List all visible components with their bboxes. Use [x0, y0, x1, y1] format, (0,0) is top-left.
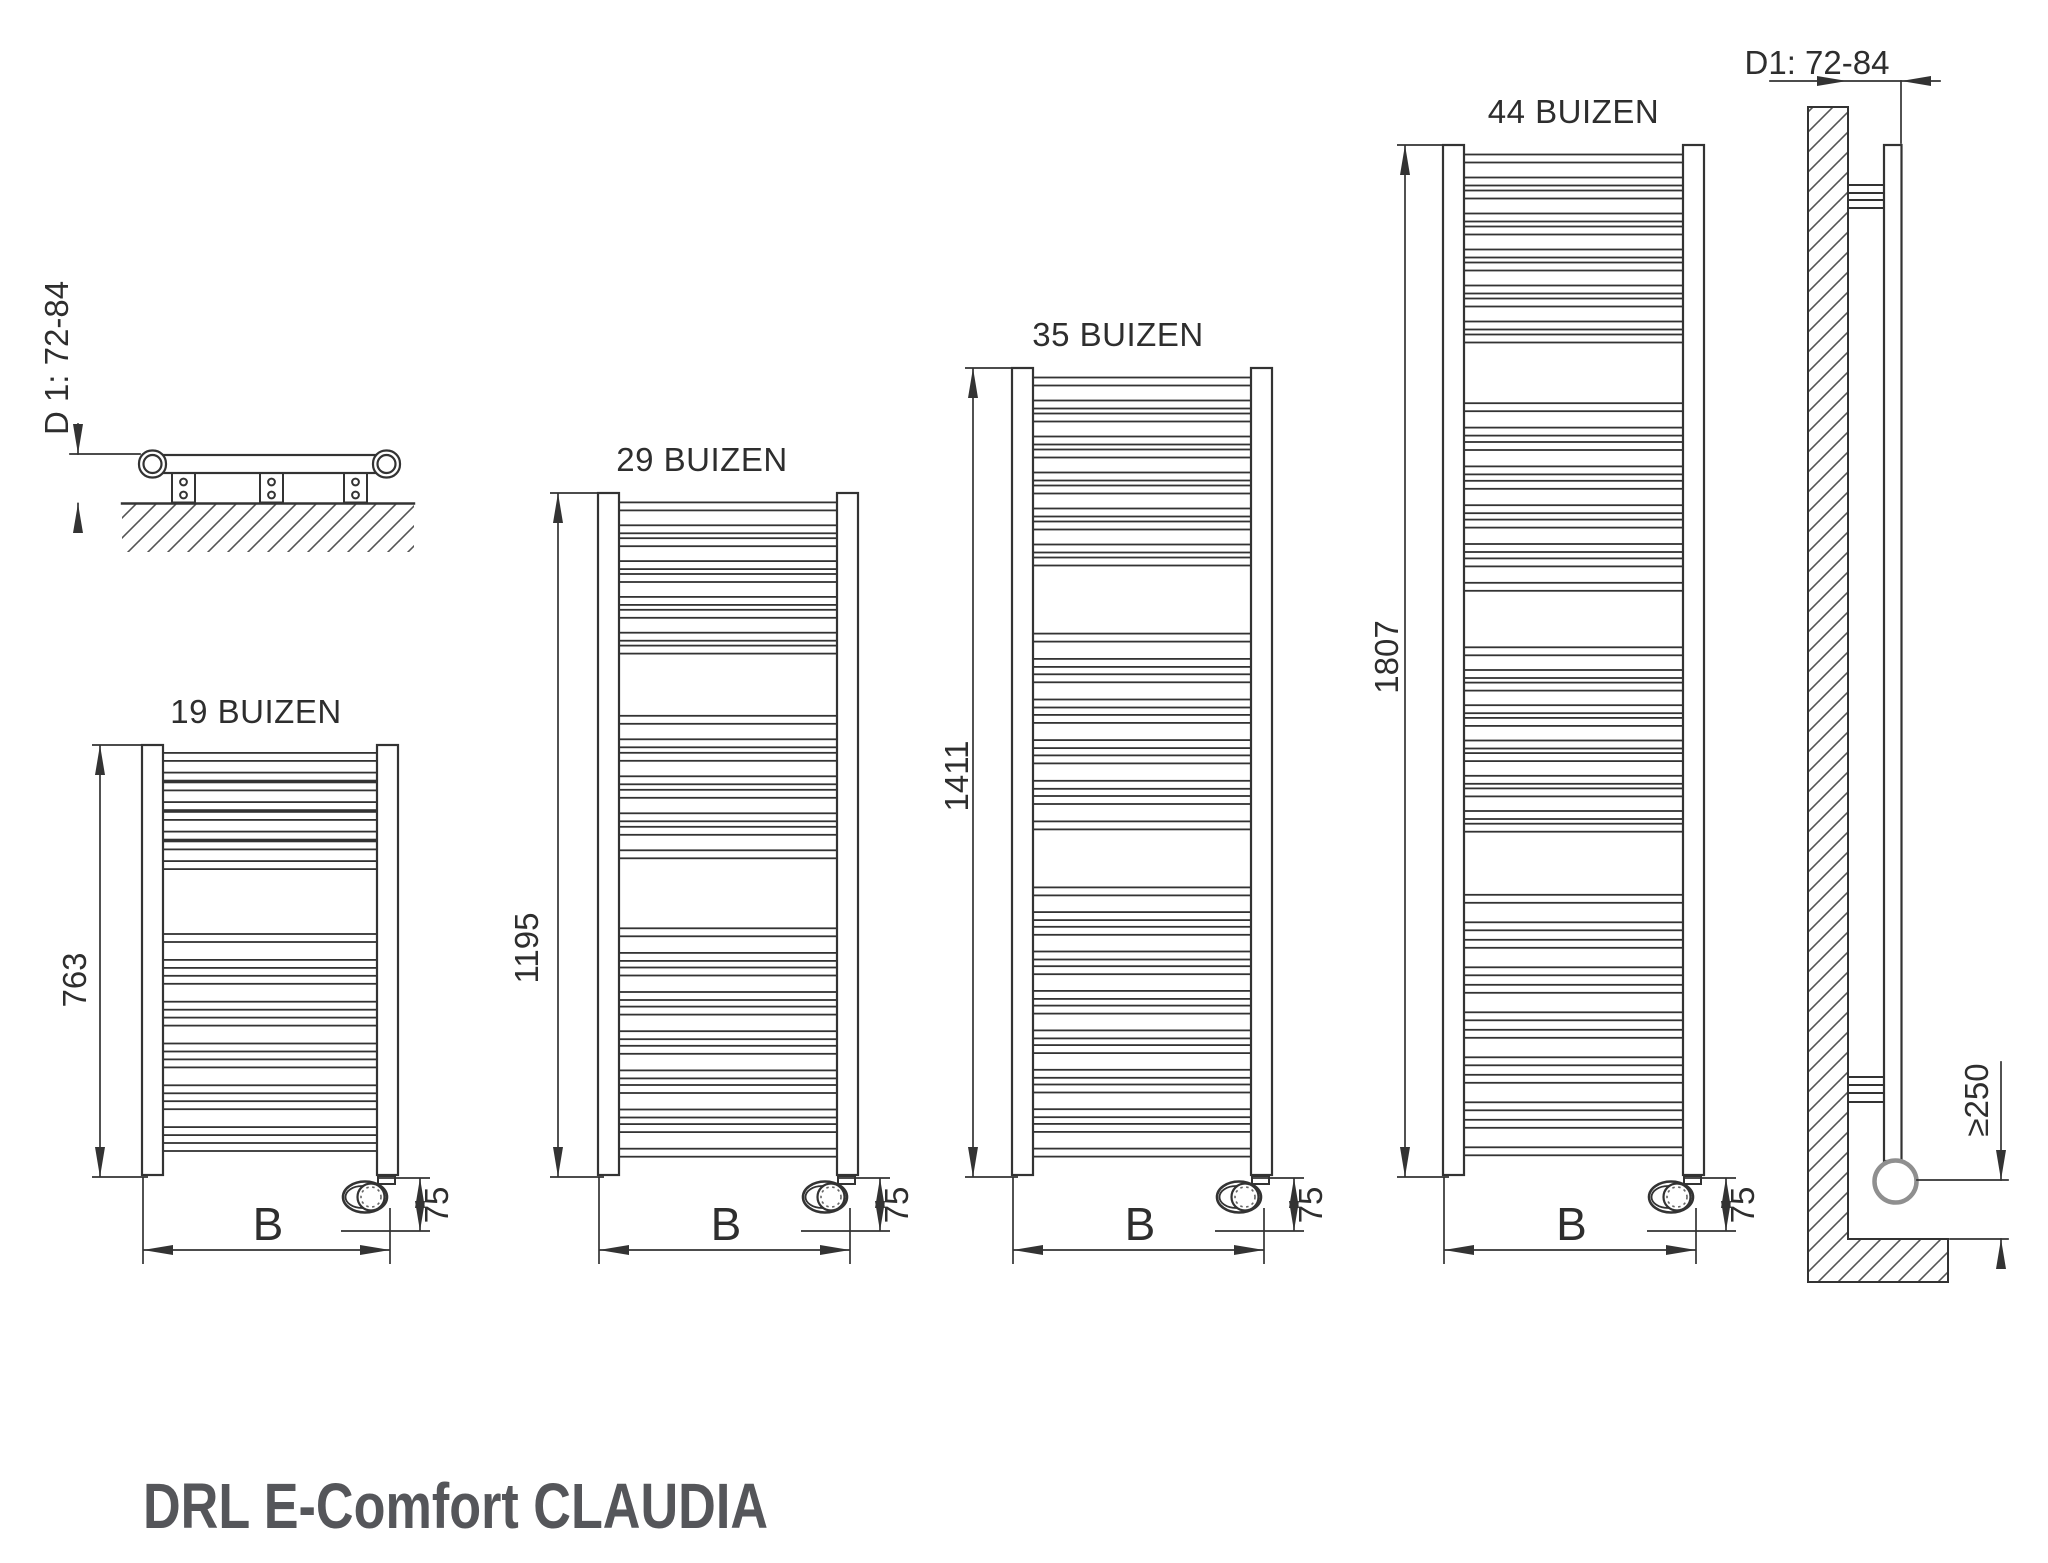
tube [1031, 781, 1253, 789]
mounting-brackets-top-view [172, 473, 367, 503]
radiator-top-profile [139, 451, 400, 478]
radiator-front-view-19 [56, 693, 455, 1264]
dimension-arrow [820, 1245, 850, 1255]
width-value: B [710, 1198, 742, 1250]
height-dimension [92, 745, 148, 1177]
dimension-arrow [1400, 1147, 1410, 1177]
tube [1031, 450, 1253, 458]
dimension-arrow [360, 1245, 390, 1255]
tube [1031, 740, 1253, 748]
tube [1462, 705, 1685, 713]
tube [1462, 214, 1685, 222]
tube [617, 739, 839, 747]
tube [1031, 401, 1253, 409]
radiator-title: 44 BUIZEN [1487, 93, 1660, 130]
tube [1462, 940, 1685, 948]
tube [617, 776, 839, 784]
tube [1462, 670, 1685, 678]
tube [617, 1046, 839, 1054]
tube [617, 1149, 839, 1157]
tube [1462, 1030, 1685, 1038]
collector-right [1683, 145, 1704, 1175]
side-depth-dimension [1770, 76, 1940, 143]
collector-right [1251, 368, 1272, 1175]
tube [161, 1085, 379, 1093]
tube [1462, 505, 1685, 513]
tube [1462, 403, 1685, 411]
tube [617, 928, 839, 936]
tube [161, 861, 379, 869]
dimension-arrow [95, 1147, 105, 1177]
tube [617, 1124, 839, 1132]
tube [161, 1018, 379, 1026]
tube [1031, 522, 1253, 530]
tube [617, 1070, 839, 1078]
tube [1031, 1070, 1253, 1078]
collector-left [1012, 368, 1033, 1175]
tube [1031, 558, 1253, 566]
tube [1031, 1109, 1253, 1117]
tube [617, 790, 839, 798]
tube [1462, 481, 1685, 489]
dimension-arrow [95, 745, 105, 775]
tube [617, 753, 839, 761]
tube [1031, 912, 1253, 920]
width-value: B [1556, 1198, 1587, 1250]
element-height-value: 75 [1292, 1186, 1329, 1224]
tube [161, 812, 379, 820]
collector-left [142, 745, 163, 1175]
tube [1462, 824, 1685, 832]
dimension-arrow [968, 1147, 978, 1177]
width-value: B [1124, 1198, 1156, 1250]
tube [1462, 922, 1685, 930]
tube [617, 716, 839, 724]
tube [161, 1101, 379, 1109]
radiator-front-view-44 [1368, 93, 1761, 1264]
tube [161, 782, 379, 790]
tube [1462, 544, 1685, 552]
tube [1462, 191, 1685, 199]
tube [1462, 155, 1685, 163]
tube [1031, 991, 1253, 999]
tube [617, 827, 839, 835]
tube [161, 1143, 379, 1151]
tube [1462, 1075, 1685, 1083]
tube [1462, 178, 1685, 186]
tube [1462, 1102, 1685, 1110]
tube [617, 813, 839, 821]
tube [617, 850, 839, 858]
radiators-layer [56, 93, 1761, 1264]
radiator-front-view-29 [508, 441, 915, 1264]
tube [617, 538, 839, 546]
tube [1031, 674, 1253, 682]
heater-knob [343, 1182, 387, 1213]
tube [617, 525, 839, 533]
tube [1462, 811, 1685, 819]
floor-clearance-label: ≥250 [1958, 1063, 1995, 1137]
tube [1031, 1006, 1253, 1014]
tube [1462, 1057, 1685, 1065]
tube [1462, 1147, 1685, 1155]
dimension-arrow [1666, 1245, 1696, 1255]
heater-knob [1649, 1182, 1693, 1213]
dimension-arrow [1444, 1245, 1474, 1255]
top-view-detail [38, 281, 414, 552]
height-dimension [550, 493, 604, 1177]
collector-left [1443, 145, 1464, 1175]
tube [1031, 1045, 1253, 1053]
collector-right [377, 745, 398, 1175]
dimension-arrow [553, 493, 563, 523]
dimension-arrow [1234, 1245, 1264, 1255]
tube [617, 1007, 839, 1015]
tube [1031, 1085, 1253, 1093]
dimension-arrow [143, 1245, 173, 1255]
tube [1462, 895, 1685, 903]
wall-hatch-top-view [122, 504, 414, 552]
tube [1031, 796, 1253, 804]
tube [1031, 952, 1253, 960]
element-height-value: 75 [878, 1186, 915, 1224]
tube [1031, 821, 1253, 829]
tube [617, 646, 839, 654]
radiator-title: 35 BUIZEN [1032, 316, 1204, 353]
tube [1462, 583, 1685, 591]
radiator-title: 19 BUIZEN [170, 693, 342, 730]
tube [617, 1110, 839, 1118]
tube [1462, 428, 1685, 436]
tube [1031, 715, 1253, 723]
tube [1031, 486, 1253, 494]
heating-element-side [1875, 1161, 1917, 1203]
tube [161, 934, 379, 942]
dimension-arrow [968, 368, 978, 398]
wall-bracket-lower [1848, 1077, 1884, 1102]
tube [617, 1031, 839, 1039]
tube [617, 610, 839, 618]
tube [161, 976, 379, 984]
dimension-arrow [1400, 145, 1410, 175]
detail-dimension-label: D 1: 72-84 [38, 280, 75, 436]
tube [1031, 1030, 1253, 1038]
height-value: 1195 [508, 912, 545, 984]
tube [1031, 634, 1253, 642]
height-value: 763 [56, 952, 93, 1008]
tube [161, 841, 379, 849]
tube [1462, 718, 1685, 726]
tube [1031, 966, 1253, 974]
collector-side-profile [1884, 145, 1902, 1161]
tube [1462, 286, 1685, 294]
tube [1462, 250, 1685, 258]
height-value: 1807 [1368, 620, 1405, 694]
tube [1031, 378, 1253, 386]
tube [1462, 442, 1685, 450]
tube [617, 968, 839, 976]
tube [617, 633, 839, 641]
tube [1462, 520, 1685, 528]
tube [161, 802, 379, 810]
tube [1031, 1124, 1253, 1132]
radiator-title: 29 BUIZEN [616, 441, 788, 478]
tube [1462, 299, 1685, 307]
tube [161, 753, 379, 761]
product-title: DRL E-Comfort CLAUDIA [143, 1470, 768, 1542]
tube [1462, 776, 1685, 784]
radiator-front-view-35 [938, 316, 1329, 1264]
tube [1031, 927, 1253, 935]
tube [1462, 322, 1685, 330]
dimension-arrow [599, 1245, 629, 1255]
tube [617, 1085, 839, 1093]
tube [1462, 263, 1685, 271]
tube [1462, 967, 1685, 975]
tube [1462, 1012, 1685, 1020]
width-value: B [252, 1198, 284, 1250]
tube [1031, 509, 1253, 517]
tube [617, 992, 839, 1000]
dimension-arrow [553, 1147, 563, 1177]
side-dimension-label: D1: 72-84 [1744, 44, 1890, 81]
dimension-arrow [1013, 1245, 1043, 1255]
tube [1462, 1120, 1685, 1128]
collector-left [598, 493, 619, 1175]
tube [161, 1059, 379, 1067]
tube [1031, 1149, 1253, 1157]
tube [161, 1044, 379, 1052]
heater-knob [1217, 1182, 1261, 1213]
tube [617, 502, 839, 510]
tube [161, 1127, 379, 1135]
tube [1031, 414, 1253, 422]
tube [1031, 755, 1253, 763]
tube [161, 773, 379, 781]
tube [1031, 545, 1253, 553]
tube [617, 953, 839, 961]
tube [617, 597, 839, 605]
tube [1462, 753, 1685, 761]
tube [1462, 683, 1685, 691]
tube [1031, 700, 1253, 708]
tube [1462, 227, 1685, 235]
side-view [1745, 44, 2008, 1282]
wall-section [1808, 107, 1948, 1282]
tube [617, 574, 839, 582]
tube [161, 1002, 379, 1010]
collector-right [837, 493, 858, 1175]
tube [1462, 741, 1685, 749]
tube [1031, 473, 1253, 481]
tube [1462, 558, 1685, 566]
tube [1031, 887, 1253, 895]
height-value: 1411 [938, 740, 975, 812]
tube [1462, 466, 1685, 474]
tube [617, 561, 839, 569]
element-height-value: 75 [1724, 1186, 1761, 1224]
tube [1031, 437, 1253, 445]
tube [1462, 335, 1685, 343]
tube [161, 960, 379, 968]
heater-knob [803, 1182, 847, 1213]
tube [1462, 985, 1685, 993]
tube [1031, 659, 1253, 667]
tube [1462, 647, 1685, 655]
tube [161, 832, 379, 840]
element-height-value: 75 [418, 1186, 455, 1224]
tube [1462, 788, 1685, 796]
wall-bracket-upper [1848, 185, 1884, 208]
